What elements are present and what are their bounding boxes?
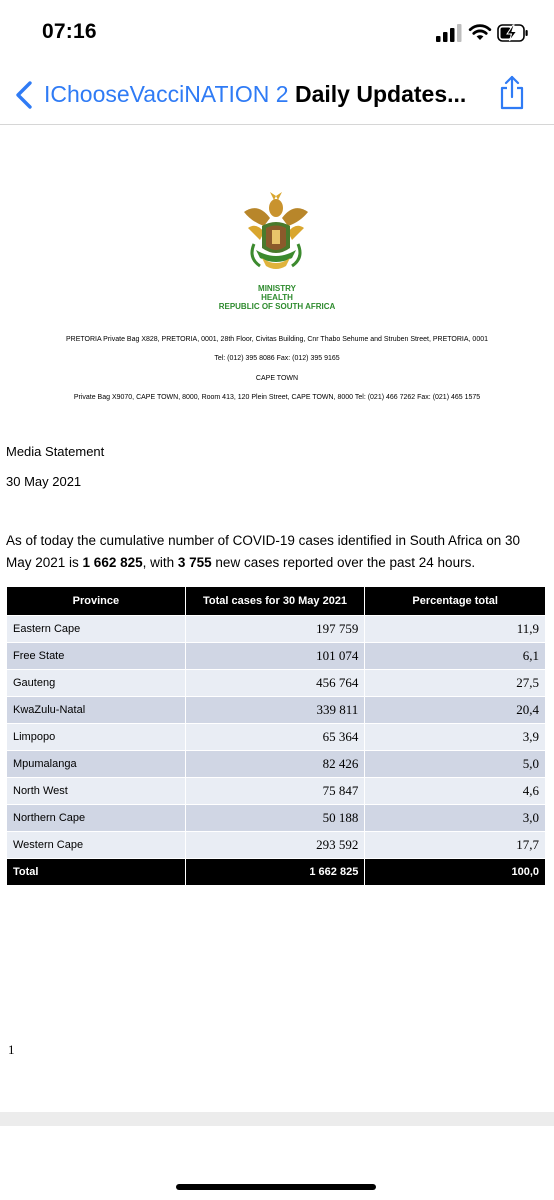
- header-province: Province: [7, 587, 186, 616]
- new-cases: 3 755: [177, 555, 212, 570]
- cases-cell: 456 764: [185, 670, 365, 697]
- table-row: [7, 832, 546, 859]
- ministry-line-2: HEALTH: [261, 293, 293, 302]
- cases-cell: 293 592: [185, 832, 365, 859]
- page-number: 1: [8, 1042, 15, 1057]
- percentage-cell: 6,1: [365, 643, 546, 670]
- wifi-icon: [468, 22, 492, 42]
- statement-date: 30 May 2021: [6, 474, 82, 489]
- cases-cell: 101 074: [185, 643, 365, 670]
- share-icon[interactable]: [497, 74, 527, 112]
- province-cell: North West: [7, 778, 186, 805]
- cases-cell: 339 811: [185, 697, 365, 724]
- percentage-cell: 4,6: [365, 778, 546, 805]
- table-row: [7, 670, 546, 697]
- province-cell: KwaZulu-Natal: [7, 697, 186, 724]
- province-cell: Western Cape: [7, 832, 186, 859]
- percentage-cell: 3,9: [365, 724, 546, 751]
- signal-icon: [436, 24, 462, 42]
- cases-cell: 82 426: [185, 751, 365, 778]
- pretoria-phone: Tel: (012) 395 8086 Fax: (012) 395 9165: [214, 355, 340, 362]
- cape-town-address: Private Bag X9070, CAPE TOWN, 8000, Room 413, 120 Plein Street, CAPE TOWN, 8000 Tel: (021) 466 7262 Fax: (021) 465 1575: [73, 394, 481, 401]
- province-cell: Eastern Cape: [7, 616, 186, 643]
- cases-table: [6, 586, 546, 886]
- percentage-cell: 3,0: [365, 805, 546, 832]
- total-label: Total: [7, 859, 186, 886]
- cases-cell: 65 364: [185, 724, 365, 751]
- percentage-cell: 20,4: [365, 697, 546, 724]
- header-percentage: Percentage total: [365, 587, 546, 616]
- table-row: [7, 724, 546, 751]
- table-row: [7, 697, 546, 724]
- status-time: 07:16: [42, 20, 97, 43]
- paragraph-text-1: As of today the cumulative number of COVID-19 cases identified in South Africa on 30 May 2021 is: [6, 533, 521, 570]
- cases-cell: 50 188: [185, 805, 365, 832]
- header-total-cases: Total cases for 30 May 2021: [185, 587, 365, 616]
- percentage-cell: 11,9: [365, 616, 546, 643]
- percentage-cell: 27,5: [365, 670, 546, 697]
- province-cell: Northern Cape: [7, 805, 186, 832]
- statement-type: Media Statement: [6, 444, 105, 459]
- ministry-line-1: MINISTRY: [258, 284, 296, 293]
- table-row: [7, 751, 546, 778]
- total-cases: 1 662 825: [185, 859, 365, 886]
- navigation-bar: [0, 66, 554, 125]
- table-row: [7, 805, 546, 832]
- percentage-cell: 5,0: [365, 751, 546, 778]
- paragraph-text-3: new cases reported over the past 24 hours.: [211, 555, 476, 570]
- battery-charging-icon: [497, 22, 529, 44]
- home-indicator[interactable]: [176, 1184, 376, 1190]
- cumulative-cases: 1 662 825: [82, 555, 143, 570]
- table-header-row: [7, 587, 546, 616]
- total-percentage: 100,0: [365, 859, 546, 886]
- table-total-row: [7, 859, 546, 886]
- province-cell: Mpumalanga: [7, 751, 186, 778]
- cases-cell: 75 847: [185, 778, 365, 805]
- province-cell: Limpopo: [7, 724, 186, 751]
- back-chevron-icon[interactable]: [14, 80, 34, 110]
- page-separator: [0, 1112, 554, 1126]
- status-bar: [0, 0, 554, 66]
- table-row: [7, 616, 546, 643]
- cases-cell: 197 759: [185, 616, 365, 643]
- province-cell: Free State: [7, 643, 186, 670]
- coat-of-arms-icon: [238, 192, 314, 280]
- table-row: [7, 643, 546, 670]
- paragraph-text-2: , with: [142, 555, 178, 570]
- page-title: Daily Updates...: [295, 81, 467, 107]
- back-button-label[interactable]: IChooseVacciNATION 2: [44, 81, 289, 107]
- pretoria-address: PRETORIA Private Bag X828, PRETORIA, 0001, 28th Floor, Civitas Building, Cnr Thabo Sehume and Struben Street, PRETORIA, 0001: [65, 336, 489, 343]
- ministry-line-3: REPUBLIC OF SOUTH AFRICA: [218, 302, 336, 311]
- cape-town-heading: CAPE TOWN: [255, 375, 299, 382]
- percentage-cell: 17,7: [365, 832, 546, 859]
- table-row: [7, 778, 546, 805]
- statement-paragraph: [6, 530, 546, 574]
- province-cell: Gauteng: [7, 670, 186, 697]
